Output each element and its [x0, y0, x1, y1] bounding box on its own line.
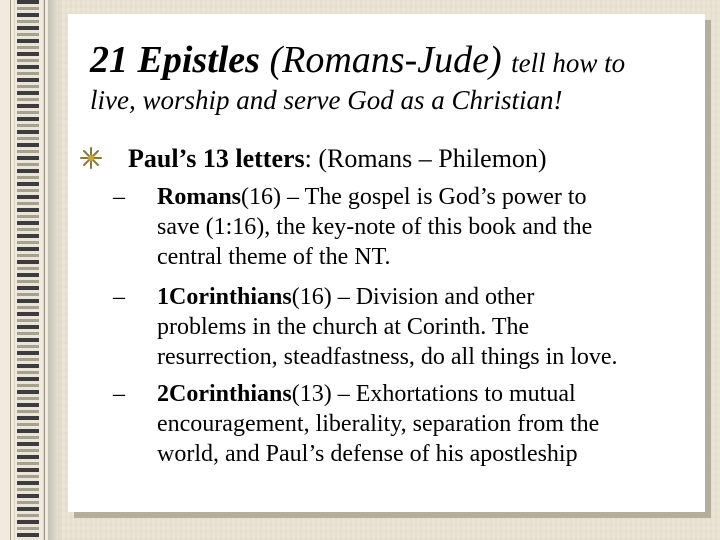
title-bold: 21 Epistles	[90, 39, 260, 81]
item-desc: (16) – The gospel is God’s power to	[241, 184, 587, 210]
item-line3: world, and Paul’s defense of his apostleship	[157, 441, 578, 467]
item-line2: save (1:16), the key-note of this book and the	[157, 214, 593, 240]
title-paren: (Romans-Jude)	[269, 39, 502, 81]
book-name: 2Corinthians	[157, 381, 292, 407]
book-name: Romans	[157, 184, 242, 210]
item-line3: resurrection, steadfastness, do all things in love.	[157, 344, 618, 370]
slide-title-line2: live, worship and serve God as a Christian!	[90, 85, 563, 115]
item-line2: encouragement, liberality, separation from the	[157, 411, 600, 437]
dash-bullet: –	[113, 184, 125, 210]
main-point-bold: Paul’s 13 letters	[128, 144, 305, 173]
book-name: 1Corinthians	[157, 284, 292, 310]
dash-bullet: –	[113, 381, 125, 407]
slide-title	[90, 38, 700, 85]
sunburst-bullet-icon	[79, 146, 103, 170]
item-line2: problems in the church at Corinth. The	[157, 314, 530, 340]
main-point-rest: : (Romans – Philemon)	[304, 144, 547, 173]
main-point	[128, 143, 547, 175]
item-desc: (13) – Exhortations to mutual	[291, 381, 576, 407]
item-desc: (16) – Division and other	[291, 284, 535, 310]
left-border-shadow	[48, 0, 62, 540]
title-small: tell how to	[511, 48, 626, 78]
dash-bullet: –	[113, 284, 125, 310]
item-line3: central theme of the NT.	[157, 244, 391, 270]
